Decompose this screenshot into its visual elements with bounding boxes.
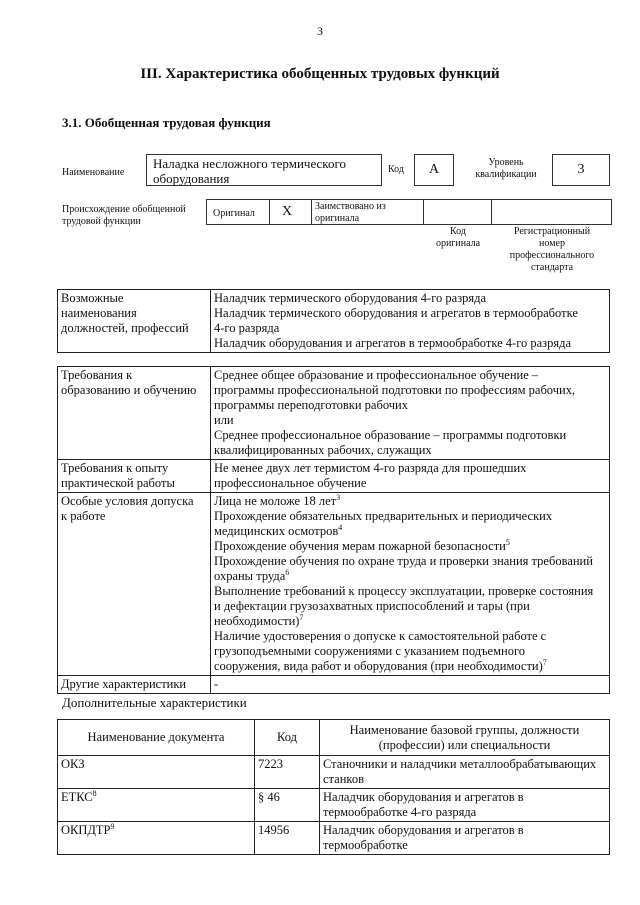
origin-box <box>206 199 612 225</box>
education-label: Требования к образованию и обучению <box>58 367 211 460</box>
condition-line: Наличие удостоверения о допуске к самостоятельной работе с <box>214 629 547 643</box>
borrowed-line2: оригинала <box>315 213 360 224</box>
special-conditions-label: Особые условия допуска к работе <box>58 493 211 676</box>
code-cell: 7223 <box>255 756 320 789</box>
positions-label: Возможные наименования должностей, профессий <box>58 290 211 353</box>
col-header-document: Наименование документа <box>58 720 255 756</box>
code-caption-line2: оригинала <box>435 238 481 249</box>
original-mark: X <box>282 204 293 219</box>
position-item: Наладчик термического оборудования 4-го разряда <box>214 291 487 305</box>
code-label: Код <box>388 164 404 175</box>
position-item: Наладчик термического оборудования и агрегатов в термообработке <box>214 306 578 320</box>
col-header-name: Наименование базовой группы, должности (профессии) или специальности <box>320 720 610 756</box>
condition-line: грузоподъемными сооружениями с указанием подъемного <box>214 644 526 658</box>
condition-line: Прохождение обязательных предварительных и периодических <box>214 509 553 523</box>
code-value: A <box>414 154 454 186</box>
special-conditions-value <box>211 493 610 676</box>
experience-label: Требования к опыту практической работы <box>58 460 211 493</box>
condition-line: Прохождение обучения по охране труда и проверки знания требований <box>214 554 593 568</box>
level-label-line2: квалификации <box>475 169 537 180</box>
doc-cell: ОКПДТР$^9$ <box>58 822 255 855</box>
reg-caption-line4: стандарта <box>530 262 574 273</box>
positions-list <box>211 290 610 353</box>
name-label: Наименование <box>62 167 125 178</box>
condition-line: сооружения, вида работ и оборудования (при необходимости)$^7$ <box>214 657 547 673</box>
reg-number-caption <box>494 226 610 274</box>
condition-line: и дефектации грузозахватных приспособлений и тары (при <box>214 599 530 613</box>
name-value-line1: Наладка несложного термического <box>153 156 346 171</box>
level-label <box>466 157 546 181</box>
origin-label-line1: Происхождение обобщенной <box>62 204 186 215</box>
section-title: III. Характеристика обобщенных трудовых функций <box>140 66 500 82</box>
condition-line: охраны труда$^6$ <box>214 567 290 583</box>
origin-label-line2: трудовой функции <box>62 216 141 227</box>
name-value-line2: оборудования <box>153 171 230 186</box>
col-header-code: Код <box>255 720 320 756</box>
page-number: 3 <box>317 24 323 38</box>
condition-line: Прохождение обучения мерам пожарной безопасности$^5$ <box>214 537 510 553</box>
other-value: - <box>211 676 610 694</box>
condition-line: необходимости)$^7$ <box>214 612 304 628</box>
name-cell: Наладчик оборудования и агрегатов в термообработке <box>320 822 610 855</box>
code-caption-line1: Код <box>450 226 466 237</box>
name-cell: Наладчик оборудования и агрегатов в термообработке 4-го разряда <box>320 789 610 822</box>
table-row <box>58 822 610 855</box>
doc-cell: ЕТКС$^8$ <box>58 789 255 822</box>
table-row <box>58 789 610 822</box>
experience-value: Не менее двух лет термистом 4-го разряда для прошедших профессиональное обучение <box>211 460 610 493</box>
other-label: Другие характеристики <box>58 676 211 694</box>
doc-cell: ОКЗ <box>58 756 255 789</box>
reg-caption-line1: Регистрационный <box>513 226 591 237</box>
name-value-box <box>146 154 382 186</box>
origin-label <box>62 204 186 228</box>
requirements-table <box>57 366 610 694</box>
reg-caption-line3: профессионального <box>509 250 595 261</box>
name-cell: Станочники и наладчики металлообрабатывающих станков <box>320 756 610 789</box>
borrowed-line1: Заимствовано из <box>315 201 386 212</box>
position-item: Наладчик оборудования и агрегатов в термообработке 4-го разряда <box>214 336 572 350</box>
code-cell: 14956 <box>255 822 320 855</box>
reg-caption-line2: номер <box>539 238 565 249</box>
subsection-title: 3.1. Обобщенная трудовая функция <box>62 115 271 130</box>
code-cell: § 46 <box>255 789 320 822</box>
condition-line: медицинских осмотров$^4$ <box>214 522 343 538</box>
positions-table <box>57 289 610 353</box>
additional-title: Дополнительные характеристики <box>62 695 247 710</box>
position-item: 4-го разряда <box>214 321 280 335</box>
condition-line: Выполнение требований к процессу эксплуатации, проверке состояния <box>214 584 594 598</box>
level-value: 3 <box>552 154 610 186</box>
additional-table <box>57 719 610 855</box>
education-value: Среднее общее образование и профессиональное обучение – программы профессиональной подготовки по профессиям рабочих, программы переподготовки рабочих или Среднее профессиональное образование – программы подготовки квалифицированных рабочих, служащих <box>211 367 610 460</box>
table-row <box>58 756 610 789</box>
condition-line: Лица не моложе 18 лет$^3$ <box>214 492 341 508</box>
original-label: Оригинал <box>213 208 255 219</box>
borrowed-label <box>315 201 386 225</box>
level-label-line1: Уровень <box>488 157 524 168</box>
code-original-caption <box>424 226 492 250</box>
